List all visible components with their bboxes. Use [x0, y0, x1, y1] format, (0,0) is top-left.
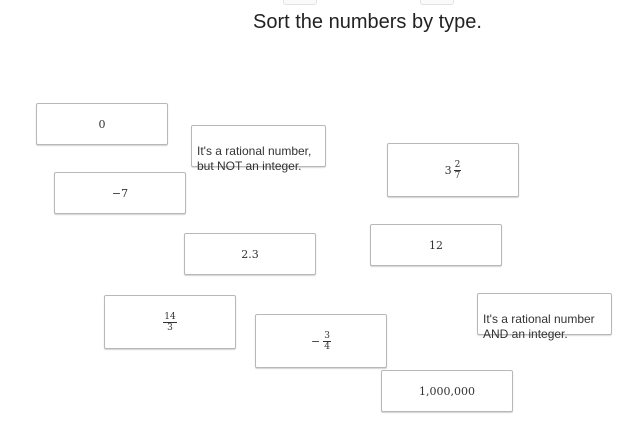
number-card-negative-seven[interactable]: [54, 172, 186, 214]
fraction: [454, 160, 462, 181]
top-control-right: [420, 0, 454, 5]
number-card-fourteen-thirds[interactable]: [104, 295, 236, 349]
top-control-left: [283, 0, 317, 5]
category-label: It's a rational number AND an integer.: [483, 312, 595, 341]
fraction-denominator: 4: [324, 341, 330, 352]
fraction-numerator: 3: [324, 330, 330, 341]
negative-sign: −: [311, 334, 321, 348]
fraction: [163, 312, 176, 333]
number-card-mixed-three-two-sevenths[interactable]: [387, 143, 519, 197]
negative-fraction: [311, 331, 331, 352]
number-card-zero[interactable]: [36, 103, 168, 145]
instruction-text: Sort the numbers by type.: [252, 11, 482, 33]
mixed-number: [445, 160, 462, 181]
category-rational-and-integer[interactable]: [477, 293, 612, 341]
number-value: 2.3: [241, 247, 259, 261]
mixed-whole: 3: [444, 163, 452, 177]
number-card-negative-three-quarters[interactable]: [255, 314, 387, 368]
fraction-numerator: 14: [164, 311, 176, 322]
number-value: 0: [98, 117, 106, 131]
number-card-one-million[interactable]: [381, 370, 513, 412]
fraction-denominator: 7: [454, 170, 461, 181]
number-value: 12: [429, 238, 443, 252]
category-rational-not-integer[interactable]: [191, 125, 326, 173]
fraction-denominator: 3: [167, 322, 173, 333]
number-card-twelve[interactable]: [370, 224, 502, 266]
number-value: −7: [111, 186, 129, 200]
category-label: It's a rational number, but NOT an integer.: [197, 144, 312, 173]
number-value: 1,000,000: [419, 384, 475, 398]
fraction: [323, 331, 331, 352]
number-card-two-point-three[interactable]: [184, 233, 316, 275]
fraction-numerator: 2: [454, 159, 461, 170]
